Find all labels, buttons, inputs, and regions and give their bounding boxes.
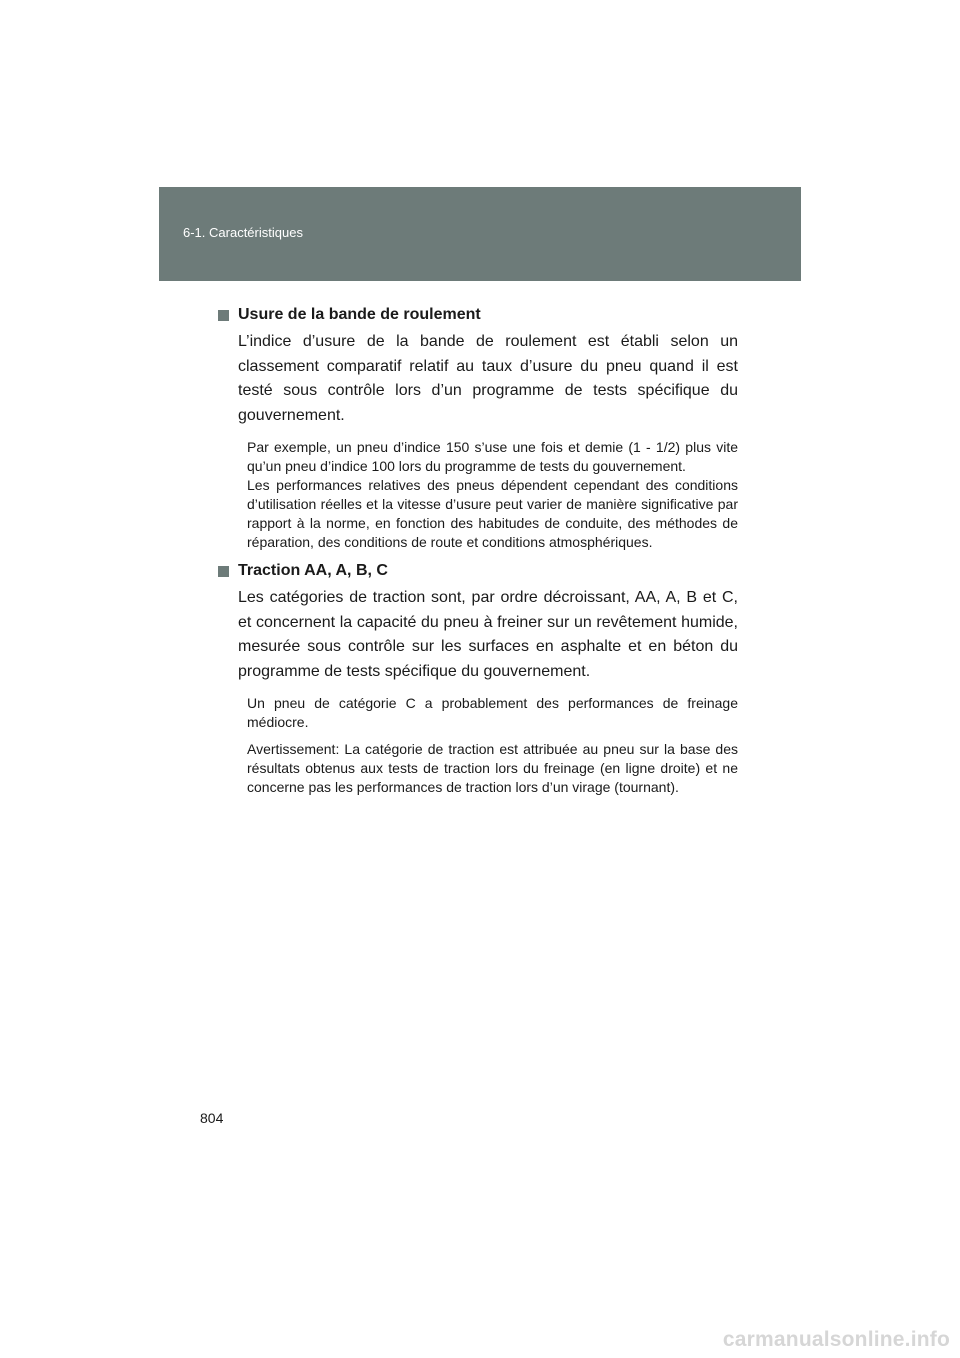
- section-header-band: [159, 187, 801, 281]
- section-heading-text: Traction AA, A, B, C: [238, 562, 388, 579]
- section-note: Par exemple, un pneu d’indice 150 s’use une fois et demie (1 - 1/2) plus vite qu’un pneu d’indice 100 lors du programme de tests du gouvernement. Les performances relatives des pneus dépendent cependant des conditions d’utilisation réelles et la vitesse d’usure peut varier de manière significative par rapport à la norme, en fonction des habitudes de conduite, des méthodes de réparation, des conditions de route et conditions atmosphériques.: [247, 439, 738, 550]
- section-traction: [218, 560, 738, 797]
- watermark: carmanualsonline.info: [722, 1328, 950, 1351]
- section-heading: [218, 560, 738, 582]
- square-bullet-icon: [218, 566, 229, 577]
- section-treadwear: [218, 304, 738, 552]
- section-note: Un pneu de catégorie C a probablement des performances de freinage médiocre.: [247, 695, 738, 730]
- section-body: Les catégories de traction sont, par ordre décroissant, AA, A, B et C, et concernent la capacité du pneu à freiner sur un revêtement humide, mesurée sous contrôle sur les surfaces en asphalte et en béton du programme de tests spécifique du gouvernement.: [238, 589, 738, 680]
- square-bullet-icon: [218, 310, 229, 321]
- page-number: 804: [200, 1110, 224, 1126]
- section-heading-text: Usure de la bande de roulement: [238, 306, 481, 323]
- section-note: Avertissement: La catégorie de traction est attribuée au pneu sur la base des résultats obtenus aux tests de traction lors du freinage (en ligne droite) et ne concerne pas les performances de traction lors d’un virage (tournant).: [247, 741, 738, 795]
- section-heading: [218, 304, 738, 326]
- section-body: L’indice d’usure de la bande de roulement est établi selon un classement comparatif relatif au taux d’usure du pneu quand il est testé sous contrôle lors d’un programme de tests spécifique du gouvernement.: [238, 333, 738, 424]
- page-content: [218, 304, 738, 805]
- section-label: 6-1. Caractéristiques: [183, 225, 303, 240]
